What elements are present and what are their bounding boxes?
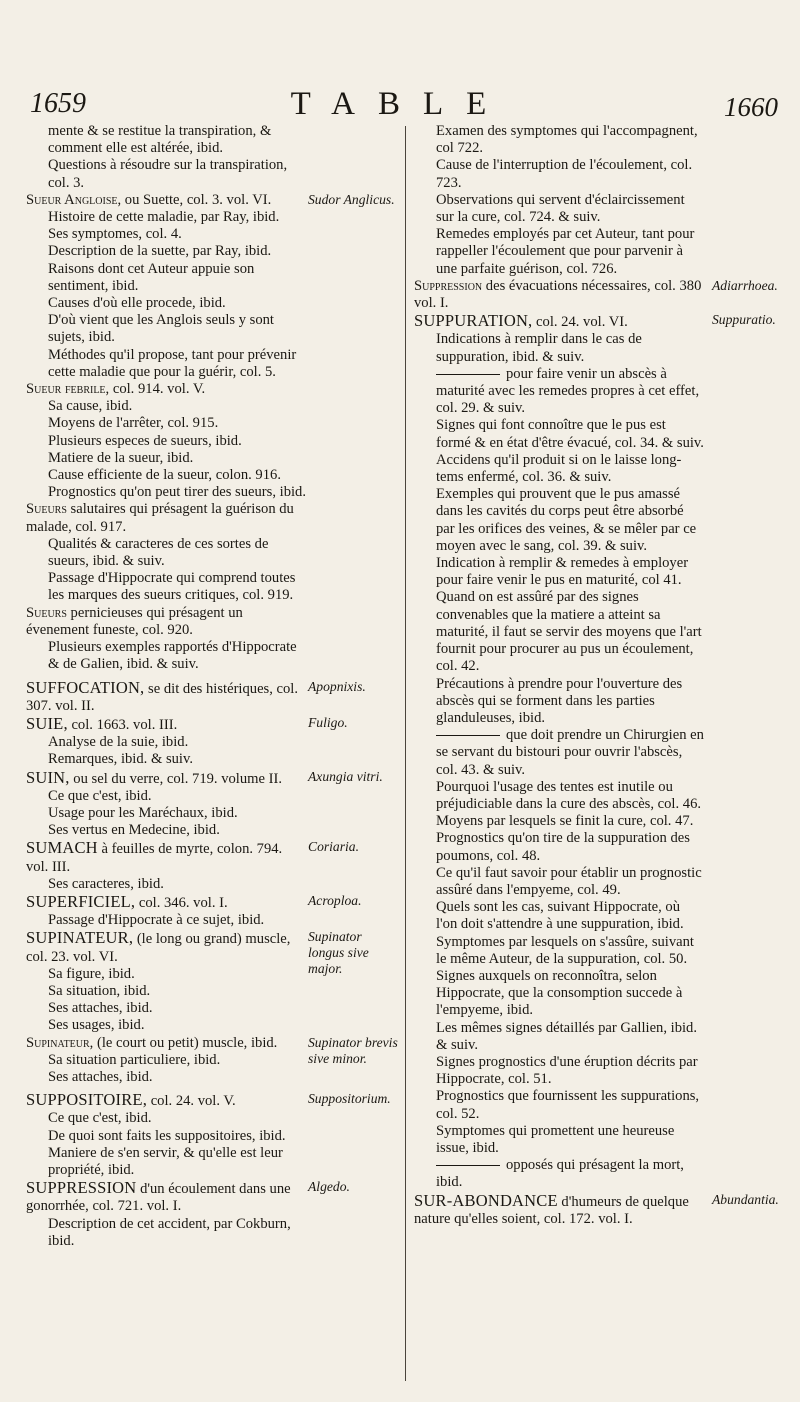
ditto-dash <box>436 735 500 736</box>
index-subentry <box>26 734 398 751</box>
index-subentry <box>26 570 398 604</box>
index-entry <box>26 679 398 715</box>
entry-text: Causes d'où elle procede, ibid. <box>48 295 226 312</box>
latin-term: Acroploa. <box>308 892 362 908</box>
entry-text: Méthodes qu'il propose, tant pour prévenir cette maladie que pour la guérir, col. 5. <box>48 346 297 380</box>
entry-text: Sa figure, ibid. <box>48 965 135 982</box>
entry-text: Analyse de la suie, ibid. <box>48 734 189 751</box>
index-entry <box>26 192 398 209</box>
entry-text: Remedes employés par cet Auteur, tant pour rappeller l'écoulement que pour parvenir à une parfaite guérison, col. 726. <box>436 226 695 277</box>
index-subentry <box>414 865 796 899</box>
entry-text: salutaires qui présagent la guérison du malade, col. 917. <box>26 501 294 535</box>
entry-text: Usage pour les Maréchaux, ibid. <box>48 804 238 821</box>
index-subentry <box>26 1216 398 1250</box>
index-subentry <box>26 805 398 822</box>
index-subentry <box>414 366 796 418</box>
latin-term: Apopnixis. <box>308 678 366 694</box>
index-entry <box>26 839 398 875</box>
index-entry <box>414 278 796 312</box>
entry-text: Prognostics qu'on tire de la suppuration des poumons, col. 48. <box>436 830 690 864</box>
entry-text: Pourquoi l'usage des tentes est inutile ou préjudiciable dans la cure des abscès, col. 46. <box>436 778 702 812</box>
entry-text: Sa cause, ibid. <box>48 398 133 415</box>
index-subentry <box>414 813 796 830</box>
page-header <box>0 86 800 126</box>
entry-text: d'un écoulement dans une gonorrhée, col. 721. vol. I. <box>26 1181 291 1215</box>
entry-headword: Sueur Angloise, <box>26 191 122 208</box>
index-subentry <box>26 347 398 381</box>
index-subentry <box>26 822 398 839</box>
entry-headword: SUPERFICIEL, <box>26 891 136 911</box>
entry-text: Passage d'Hippocrate à ce sujet, ibid. <box>48 912 265 929</box>
index-subentry <box>414 779 796 813</box>
entry-text: Sa situation, ibid. <box>48 982 151 999</box>
entry-headword: SUFFOCATION, <box>26 677 145 697</box>
index-subentry <box>26 1145 398 1179</box>
index-subentry <box>414 899 796 933</box>
entry-text: Signes prognostics d'une éruption décrits par Hippocrate, col. 51. <box>436 1053 698 1088</box>
index-subentry <box>414 968 796 1020</box>
index-subentry <box>414 934 796 968</box>
index-entry <box>26 381 398 398</box>
index-subentry <box>414 417 796 451</box>
entry-text: Prognostics qu'on peut tirer des sueurs, ibid. <box>48 484 306 501</box>
left-page-number: 1659 <box>30 88 86 119</box>
entry-text: pour faire venir un abscès à maturité avec les remedes propres à cet effet, col. 29. & suiv. <box>436 365 700 417</box>
index-subentry <box>26 433 398 450</box>
entry-text: des évacuations nécessaires, col. 380 vol. I. <box>414 277 702 312</box>
entry-text: col. 1663. vol. III. <box>67 716 178 733</box>
entry-text: Indication à remplir & remedes à employer pour faire venir le pus en maturité, col 41. <box>436 555 689 589</box>
entry-text: Ses attaches, ibid. <box>48 1068 153 1085</box>
entry-text: Exemples qui prouvent que le pus amassé dans les cavités du corps peut être absorbé par les orifices des veines, & se mêler par ce moyen avec le sang, col. 39. & suiv. <box>436 486 697 554</box>
right-page-number: 1660 <box>724 92 778 122</box>
latin-term: Sudor Anglicus. <box>308 191 395 207</box>
entry-text: Cause de l'interruption de l'écoulement, col. 723. <box>436 157 693 191</box>
index-entry <box>26 1091 398 1110</box>
index-subentry <box>26 639 398 673</box>
index-subentry <box>414 676 796 728</box>
entry-text: Ses caracteres, ibid. <box>48 875 164 892</box>
entry-text: Ce que c'est, ibid. <box>48 787 152 804</box>
entry-text: se dit des histériques, col. 307. vol. II. <box>26 680 299 714</box>
entry-text: Cause efficiente de la sueur, colon. 916. <box>48 467 281 484</box>
index-subentry <box>26 312 398 346</box>
entry-text: Signes auxquels on reconnoîtra, selon Hippocrate, que la consomption succede à l'empyeme, ibid. <box>436 967 683 1019</box>
entry-headword: Sueurs <box>26 501 67 518</box>
entry-text: mente & se restitue la transpiration, & comment elle est altérée, ibid. <box>48 123 272 157</box>
entry-text: Prognostics que fournissent les suppurations, col. 52. <box>436 1088 700 1122</box>
entry-text: Indications à remplir dans le cas de suppuration, ibid. & suiv. <box>436 331 642 365</box>
entry-text: D'où vient que les Anglois seuls y sont sujets, ibid. <box>48 312 274 346</box>
index-subentry <box>26 876 398 893</box>
index-subentry <box>414 123 796 157</box>
entry-text: Sa situation particuliere, ibid. <box>48 1051 221 1068</box>
index-subentry <box>26 1017 398 1034</box>
index-subentry <box>414 1157 796 1191</box>
entry-text: Plusieurs especes de sueurs, ibid. <box>48 432 242 449</box>
index-subentry <box>414 727 796 779</box>
entry-headword: Sueur febrile, <box>26 381 110 398</box>
column-divider <box>405 126 406 1381</box>
entry-text: Description de la suette, par Ray, ibid. <box>48 243 272 260</box>
entry-headword: SUPPOSITOIRE, <box>26 1090 148 1110</box>
entry-text: Questions à résoudre sur la transpiration, col. 3. <box>48 157 288 191</box>
index-subentry <box>26 226 398 243</box>
index-subentry <box>26 209 398 226</box>
entry-text: col. 346. vol. I. <box>135 894 228 911</box>
latin-term: Suppositorium. <box>308 1091 391 1107</box>
index-subentry <box>414 830 796 864</box>
entry-text: Quand on est assûré par des signes convenables que la matiere a atteint sa maturité, il faut se servir des moyens que l'art fournit pour procurer au pus un écoulement, col. 42. <box>436 589 702 675</box>
entry-text: ou sel du verre, col. 719. volume II. <box>69 770 283 787</box>
index-subentry <box>414 486 796 555</box>
index-subentry <box>414 1020 796 1054</box>
entry-text: Matiere de la sueur, ibid. <box>48 449 194 466</box>
latin-term: Supinator longus sive major. <box>308 929 369 977</box>
entry-headword: Sueurs <box>26 604 67 621</box>
index-subentry <box>414 226 796 278</box>
entry-text: Observations qui servent d'éclaircissement sur la cure, col. 724. & suiv. <box>436 191 685 226</box>
entry-text: col. 914. vol. V. <box>109 381 206 398</box>
entry-text: Précautions à prendre pour l'ouverture des abscès qui se forment dans les parties glanduleuses, ibid. <box>436 675 683 726</box>
entry-text: ou Suette, col. 3. vol. VI. <box>121 191 272 208</box>
entry-text: Histoire de cette maladie, par Ray, ibid. <box>48 209 280 226</box>
entry-text: Ses usages, ibid. <box>48 1017 145 1034</box>
entry-text: Ce que c'est, ibid. <box>48 1110 152 1127</box>
index-subentry <box>26 261 398 295</box>
entry-headword: Supinateur, <box>26 1034 94 1051</box>
entry-text: Signes qui font connoître que le pus est formé & en état d'être évacué, col. 34. & suiv. <box>436 417 704 451</box>
index-subentry <box>26 788 398 805</box>
index-subentry <box>26 295 398 312</box>
index-subentry <box>414 589 796 675</box>
entry-text: Qualités & caracteres de ces sortes de sueurs, ibid. & suiv. <box>48 535 269 570</box>
index-subentry <box>26 415 398 432</box>
entry-text: Symptomes qui promettent une heureuse issue, ibid. <box>436 1122 675 1156</box>
index-subentry <box>26 1052 398 1069</box>
index-subentry <box>414 555 796 589</box>
right-column <box>414 123 796 1228</box>
entry-text: Examen des symptomes qui l'accompagnent, col 722. <box>436 123 698 157</box>
index-subentry <box>26 243 398 260</box>
entry-headword: Suppression <box>414 277 483 294</box>
entry-text: Quels sont les cas, suivant Hippocrate, où l'on doit s'attendre à une suppuration, ibid. <box>436 899 684 933</box>
latin-term: Algedo. <box>308 1179 350 1195</box>
index-subentry <box>26 398 398 415</box>
index-subentry <box>414 192 796 226</box>
index-entry <box>26 715 398 734</box>
index-entry <box>26 605 398 639</box>
entry-text: Maniere de s'en servir, & qu'elle est leur propriété, ibid. <box>48 1144 283 1178</box>
index-subentry <box>26 123 398 157</box>
entry-text: Passage d'Hippocrate qui comprend toutes les marques des sueurs critiques, col. 919. <box>48 570 296 604</box>
entry-text: d'humeurs de quelque nature qu'elles soient, col. 172. vol. I. <box>414 1193 689 1227</box>
index-subentry <box>26 1000 398 1017</box>
entry-text: Raisons dont cet Auteur appuie son sentiment, ibid. <box>48 260 255 294</box>
entry-text: que doit prendre un Chirurgien en se servant du bistouri pour ouvrir l'abscès, col. 43. & suiv. <box>436 727 704 778</box>
latin-term: Axungia vitri. <box>308 768 383 784</box>
entry-text: Symptomes par lesquels on s'assûre, suivant le même Auteur, de la suppuration, col. 50. <box>436 933 694 967</box>
index-subentry <box>26 966 398 983</box>
entry-text: De quoi sont faits les suppositoires, ibid. <box>48 1127 286 1144</box>
index-subentry <box>26 484 398 501</box>
entry-text: Les mêmes signes détaillés par Gallien, ibid. & suiv. <box>436 1019 697 1053</box>
entry-headword: SUMACH <box>26 838 98 858</box>
entry-text: Ses symptomes, col. 4. <box>48 226 182 243</box>
index-subentry <box>414 331 796 365</box>
index-subentry <box>26 1110 398 1127</box>
entry-headword: SUPPURATION, <box>414 311 533 331</box>
index-entry <box>26 769 398 788</box>
index-subentry <box>414 452 796 486</box>
index-subentry <box>414 1054 796 1088</box>
index-entry <box>414 312 796 331</box>
index-entry <box>26 501 398 535</box>
latin-term: Coriaria. <box>308 839 359 855</box>
latin-term: Adiarrhoea. <box>712 277 778 293</box>
latin-term: Abundantia. <box>712 1191 779 1207</box>
index-subentry <box>26 912 398 929</box>
index-subentry <box>26 751 398 768</box>
index-subentry <box>26 1128 398 1145</box>
index-entry <box>26 893 398 912</box>
entry-text: Ses vertus en Medecine, ibid. <box>48 822 220 839</box>
index-subentry <box>414 1088 796 1122</box>
index-entry <box>414 1192 796 1228</box>
entry-text: Ce qu'il faut savoir pour établir un prognostic assûré dans l'empyeme, col. 49. <box>436 864 702 898</box>
latin-term: Supinator brevis sive minor. <box>308 1034 398 1066</box>
entry-text: Accidens qu'il produit si on le laisse long-tems enfermé, col. 36. & suiv. <box>436 451 682 486</box>
entry-headword: SUR-ABONDANCE <box>414 1190 558 1210</box>
index-subentry <box>26 467 398 484</box>
index-subentry <box>26 983 398 1000</box>
entry-text: à feuilles de myrte, colon. 794. vol. III. <box>26 841 283 875</box>
entry-text: (le long ou grand) muscle, col. 23. vol. VI. <box>26 931 291 965</box>
entry-text: Ses attaches, ibid. <box>48 1000 153 1017</box>
latin-term: Suppuratio. <box>712 312 776 328</box>
ditto-dash <box>436 1165 500 1166</box>
index-subentry <box>26 450 398 467</box>
entry-text: Moyens de l'arrêter, col. 915. <box>48 415 219 432</box>
ditto-dash <box>436 374 500 375</box>
entry-text: (le court ou petit) muscle, ibid. <box>93 1034 278 1051</box>
entry-headword: SUIN, <box>26 767 70 787</box>
entry-text: col. 24. vol. VI. <box>532 314 628 331</box>
entry-headword: SUPPRESSION <box>26 1178 137 1198</box>
index-entry <box>26 1179 398 1215</box>
index-subentry <box>414 1123 796 1157</box>
entry-headword: SUIE, <box>26 713 68 733</box>
index-subentry <box>26 536 398 570</box>
entry-text: Plusieurs exemples rapportés d'Hippocrate & de Galien, ibid. & suiv. <box>48 639 297 673</box>
index-subentry <box>26 157 398 191</box>
entry-text: Remarques, ibid. & suiv. <box>48 751 193 768</box>
left-column <box>26 123 398 1250</box>
latin-term: Fuligo. <box>308 714 348 730</box>
entry-text: col. 24. vol. V. <box>147 1093 236 1110</box>
entry-text: pernicieuses qui présagent un évenement funeste, col. 920. <box>26 604 243 638</box>
entry-headword: SUPINATEUR, <box>26 928 134 948</box>
entry-text: Description de cet accident, par Cokburn, ibid. <box>48 1215 291 1249</box>
entry-text: opposés qui présagent la mort, ibid. <box>436 1157 684 1191</box>
index-subentry <box>414 157 796 191</box>
index-subentry <box>26 1069 398 1086</box>
entry-text: Moyens par lesquels se finit la cure, col. 47. <box>436 813 694 830</box>
page-title: TABLE <box>290 86 510 122</box>
